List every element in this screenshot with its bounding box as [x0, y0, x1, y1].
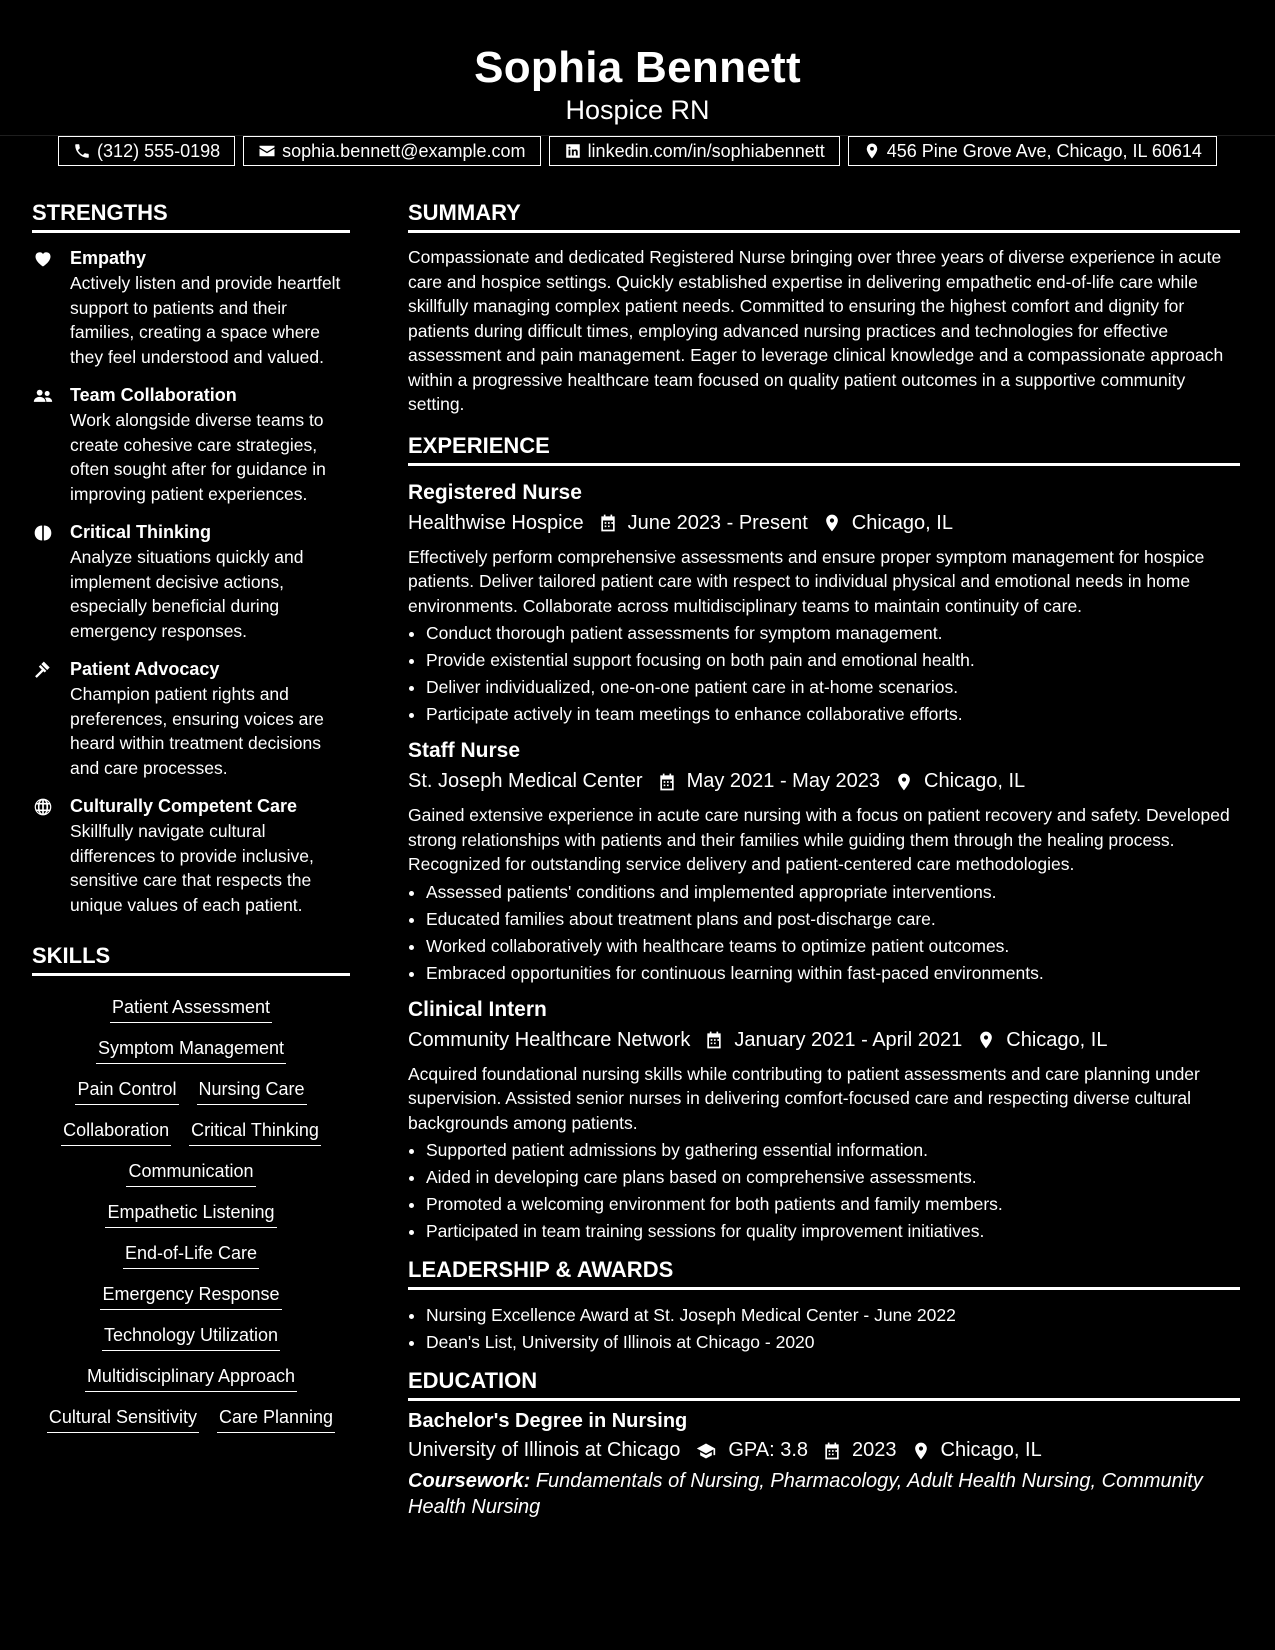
strength-desc: Skillfully navigate cultural differences to provide inclusive, sensitive care that respects the unique values of each patient. [70, 821, 314, 915]
job-meta [408, 766, 1240, 797]
job-location: Chicago, IL [851, 511, 953, 534]
job-bullet: • Embraced opportunities for continuous learning within fast-paced environments. [426, 960, 1240, 987]
graduation-cap-icon [694, 1441, 718, 1461]
job-location: Chicago, IL [1006, 1028, 1108, 1051]
strength-title: Team Collaboration [70, 385, 237, 405]
skill-tag: Empathetic Listening [105, 1199, 276, 1228]
calendar-icon [598, 513, 618, 533]
job-description: Gained extensive experience in acute care nursing with a focus on patient recovery and safety. Developed strong relationships with patients and their families while guiding them through the healing process. Recognized for outstanding service delivery and patient-centered care methodologies. [408, 805, 1230, 874]
job-bullet: • Deliver individualized, one-on-one patient care in at-home scenarios. [426, 674, 1240, 701]
job-title: Registered Nurse [408, 480, 582, 504]
job-dates: May 2021 - May 2023 [686, 770, 880, 792]
map-pin-icon [822, 513, 842, 533]
job-entry [408, 736, 1240, 987]
award-item: • Dean's List, University of Illinois at Chicago - 2020 [426, 1329, 1240, 1356]
linkedin-icon [564, 142, 582, 160]
job-bullet: • Assessed patients' conditions and implemented appropriate interventions. [426, 879, 1240, 906]
gavel-icon [32, 660, 54, 680]
job-description: Effectively perform comprehensive assessments and ensure proper symptom management for hospice patients. Deliver tailored patient care with respect to individual physical and emotional needs in home environments. Collaborate across multidisciplinary teams to maintain continuity of care. [408, 546, 1205, 616]
job-entry [408, 995, 1240, 1246]
education-meta [408, 1435, 1240, 1466]
job-dates: January 2021 - April 2021 [734, 1028, 963, 1051]
strength-desc: Work alongside diverse teams to create cohesive care strategies, often sought after for guidance in improving patient experiences. [70, 410, 326, 504]
skill-tag: Symptom Management [96, 1035, 286, 1064]
contact-address[interactable] [848, 136, 1217, 166]
job-company: St. Joseph Medical Center [408, 770, 643, 792]
strength-title: Critical Thinking [70, 522, 212, 542]
job-bullets [408, 879, 1240, 987]
job-company: Healthwise Hospice [408, 511, 584, 534]
heart-icon [32, 249, 54, 269]
job-bullets [408, 1137, 1240, 1245]
job-company: Community Healthcare Network [408, 1028, 691, 1051]
skill-tag: End-of-Life Care [123, 1240, 259, 1269]
school-name: University of Illinois at Chicago [408, 1439, 681, 1461]
left-column [32, 196, 350, 1433]
job-description: Acquired foundational nursing skills while contributing to patient assessments and care planning under supervision. Assisted senior nurses in delivering comfort-focused care and respecting diverse cultural backgrounds among patients. [408, 1063, 1200, 1133]
map-pin-icon [976, 1030, 996, 1050]
graduation-year: 2023 [852, 1439, 897, 1461]
job-dates: June 2023 - Present [627, 511, 808, 534]
coursework-list: Fundamentals of Nursing, Pharmacology, Adult Health Nursing, Community Health Nursing [408, 1470, 1203, 1518]
map-pin-icon [863, 142, 881, 160]
coursework [408, 1468, 1240, 1520]
job-bullet: • Participated in team training sessions for quality improvement initiatives. [426, 1218, 1240, 1245]
resume-header [0, 0, 1275, 161]
contact-email[interactable] [243, 136, 540, 166]
leadership-list [408, 1302, 1240, 1356]
job-entry [408, 478, 1240, 729]
skill-tag: Care Planning [217, 1404, 335, 1433]
globe-icon [32, 797, 54, 817]
candidate-role: Hospice RN [565, 95, 710, 125]
candidate-name: Sophia Bennett [474, 43, 801, 92]
summary-text: Compassionate and dedicated Registered Nurse bringing over three years of diverse experience in acute care and hospice settings. Quickly established expertise in delivering empathetic end-of-life care while skillfully managing complex patient needs. Committed to ensuring the highest comfort and dignity for patients during difficult times, employing advanced nursing practices and technologies for effective assessment and pain management. Eager to leverage clinical knowledge and a compassionate approach within a progressive healthcare team focused on quality patient outcomes in a supportive community setting. [408, 247, 1224, 414]
email-icon [258, 142, 276, 160]
experience-heading: EXPERIENCE [408, 429, 1240, 466]
job-title: Clinical Intern [408, 997, 547, 1021]
job-meta [408, 1025, 1240, 1056]
calendar-icon [657, 772, 677, 792]
job-meta [408, 508, 1240, 539]
job-bullet: • Aided in developing care plans based on comprehensive assessments. [426, 1164, 1240, 1191]
brain-icon [32, 523, 54, 543]
skill-tag: Communication [126, 1158, 255, 1187]
job-bullets [408, 620, 1240, 728]
skill-tag: Pain Control [75, 1076, 178, 1105]
calendar-icon [822, 1441, 842, 1461]
contact-bar [0, 136, 1275, 166]
strengths-heading: STRENGTHS [32, 196, 350, 233]
contact-email-text: sophia.bennett@example.com [282, 140, 526, 161]
strength-desc: Champion patient rights and preferences, ensuring voices are heard within treatment decisions and care processes. [70, 684, 324, 778]
strength-item [32, 519, 350, 643]
skill-tag: Patient Assessment [110, 994, 272, 1023]
education-heading: EDUCATION [408, 1364, 1240, 1401]
school-location: Chicago, IL [940, 1439, 1042, 1461]
gpa: GPA: 3.8 [728, 1439, 809, 1461]
skills-heading: SKILLS [32, 939, 350, 976]
degree-title: Bachelor's Degree in Nursing [408, 1410, 688, 1432]
right-column [408, 196, 1240, 1520]
contact-phone-text: (312) 555-0198 [97, 140, 221, 161]
skill-tag: Nursing Care [197, 1076, 307, 1105]
strength-item [32, 793, 350, 917]
summary-heading: SUMMARY [408, 196, 1240, 233]
calendar-icon [704, 1030, 724, 1050]
contact-phone[interactable] [58, 136, 235, 166]
skill-tag: Multidisciplinary Approach [85, 1363, 297, 1392]
job-title: Staff Nurse [408, 739, 521, 762]
contact-address-text: 456 Pine Grove Ave, Chicago, IL 60614 [886, 140, 1202, 161]
skill-tag: Cultural Sensitivity [47, 1404, 199, 1433]
contact-linkedin-text: linkedin.com/in/sophiabennett [587, 140, 825, 161]
job-bullet: • Educated families about treatment plans and post-discharge care. [426, 906, 1240, 933]
leadership-heading: LEADERSHIP & AWARDS [408, 1253, 1240, 1290]
job-bullet: • Provide existential support focusing on both pain and emotional health. [426, 647, 1240, 674]
phone-icon [73, 142, 91, 160]
skill-tag: Critical Thinking [189, 1117, 321, 1146]
skills-list [32, 992, 350, 1433]
map-pin-icon [894, 772, 914, 792]
strength-title: Culturally Competent Care [70, 796, 298, 816]
job-bullet: • Promoted a welcoming environment for both patients and family members. [426, 1191, 1240, 1218]
award-item: • Nursing Excellence Award at St. Joseph Medical Center - June 2022 [426, 1302, 1240, 1329]
job-location: Chicago, IL [924, 770, 1026, 792]
map-pin-icon [911, 1441, 931, 1461]
strength-title: Empathy [70, 248, 147, 268]
strength-desc: Actively listen and provide heartfelt support to patients and their families, creating a space where they feel understood and valued. [70, 273, 341, 367]
strength-item [32, 656, 350, 780]
skill-tag: Technology Utilization [102, 1322, 280, 1351]
strength-title: Patient Advocacy [70, 659, 220, 679]
skill-tag: Emergency Response [100, 1281, 281, 1310]
job-bullet: • Supported patient admissions by gathering essential information. [426, 1137, 1240, 1164]
strength-item [32, 245, 350, 369]
job-bullet: • Conduct thorough patient assessments for symptom management. [426, 620, 1240, 647]
contact-linkedin[interactable] [549, 136, 840, 166]
coursework-label: Coursework: [408, 1470, 531, 1492]
skill-tag: Collaboration [61, 1117, 171, 1146]
users-icon [32, 386, 54, 406]
job-bullet: • Worked collaboratively with healthcare teams to optimize patient outcomes. [426, 933, 1240, 960]
strength-item [32, 382, 350, 506]
job-bullet: • Participate actively in team meetings to enhance collaborative efforts. [426, 701, 1240, 728]
strength-desc: Analyze situations quickly and implement decisive actions, especially beneficial during emergency responses. [70, 547, 304, 641]
